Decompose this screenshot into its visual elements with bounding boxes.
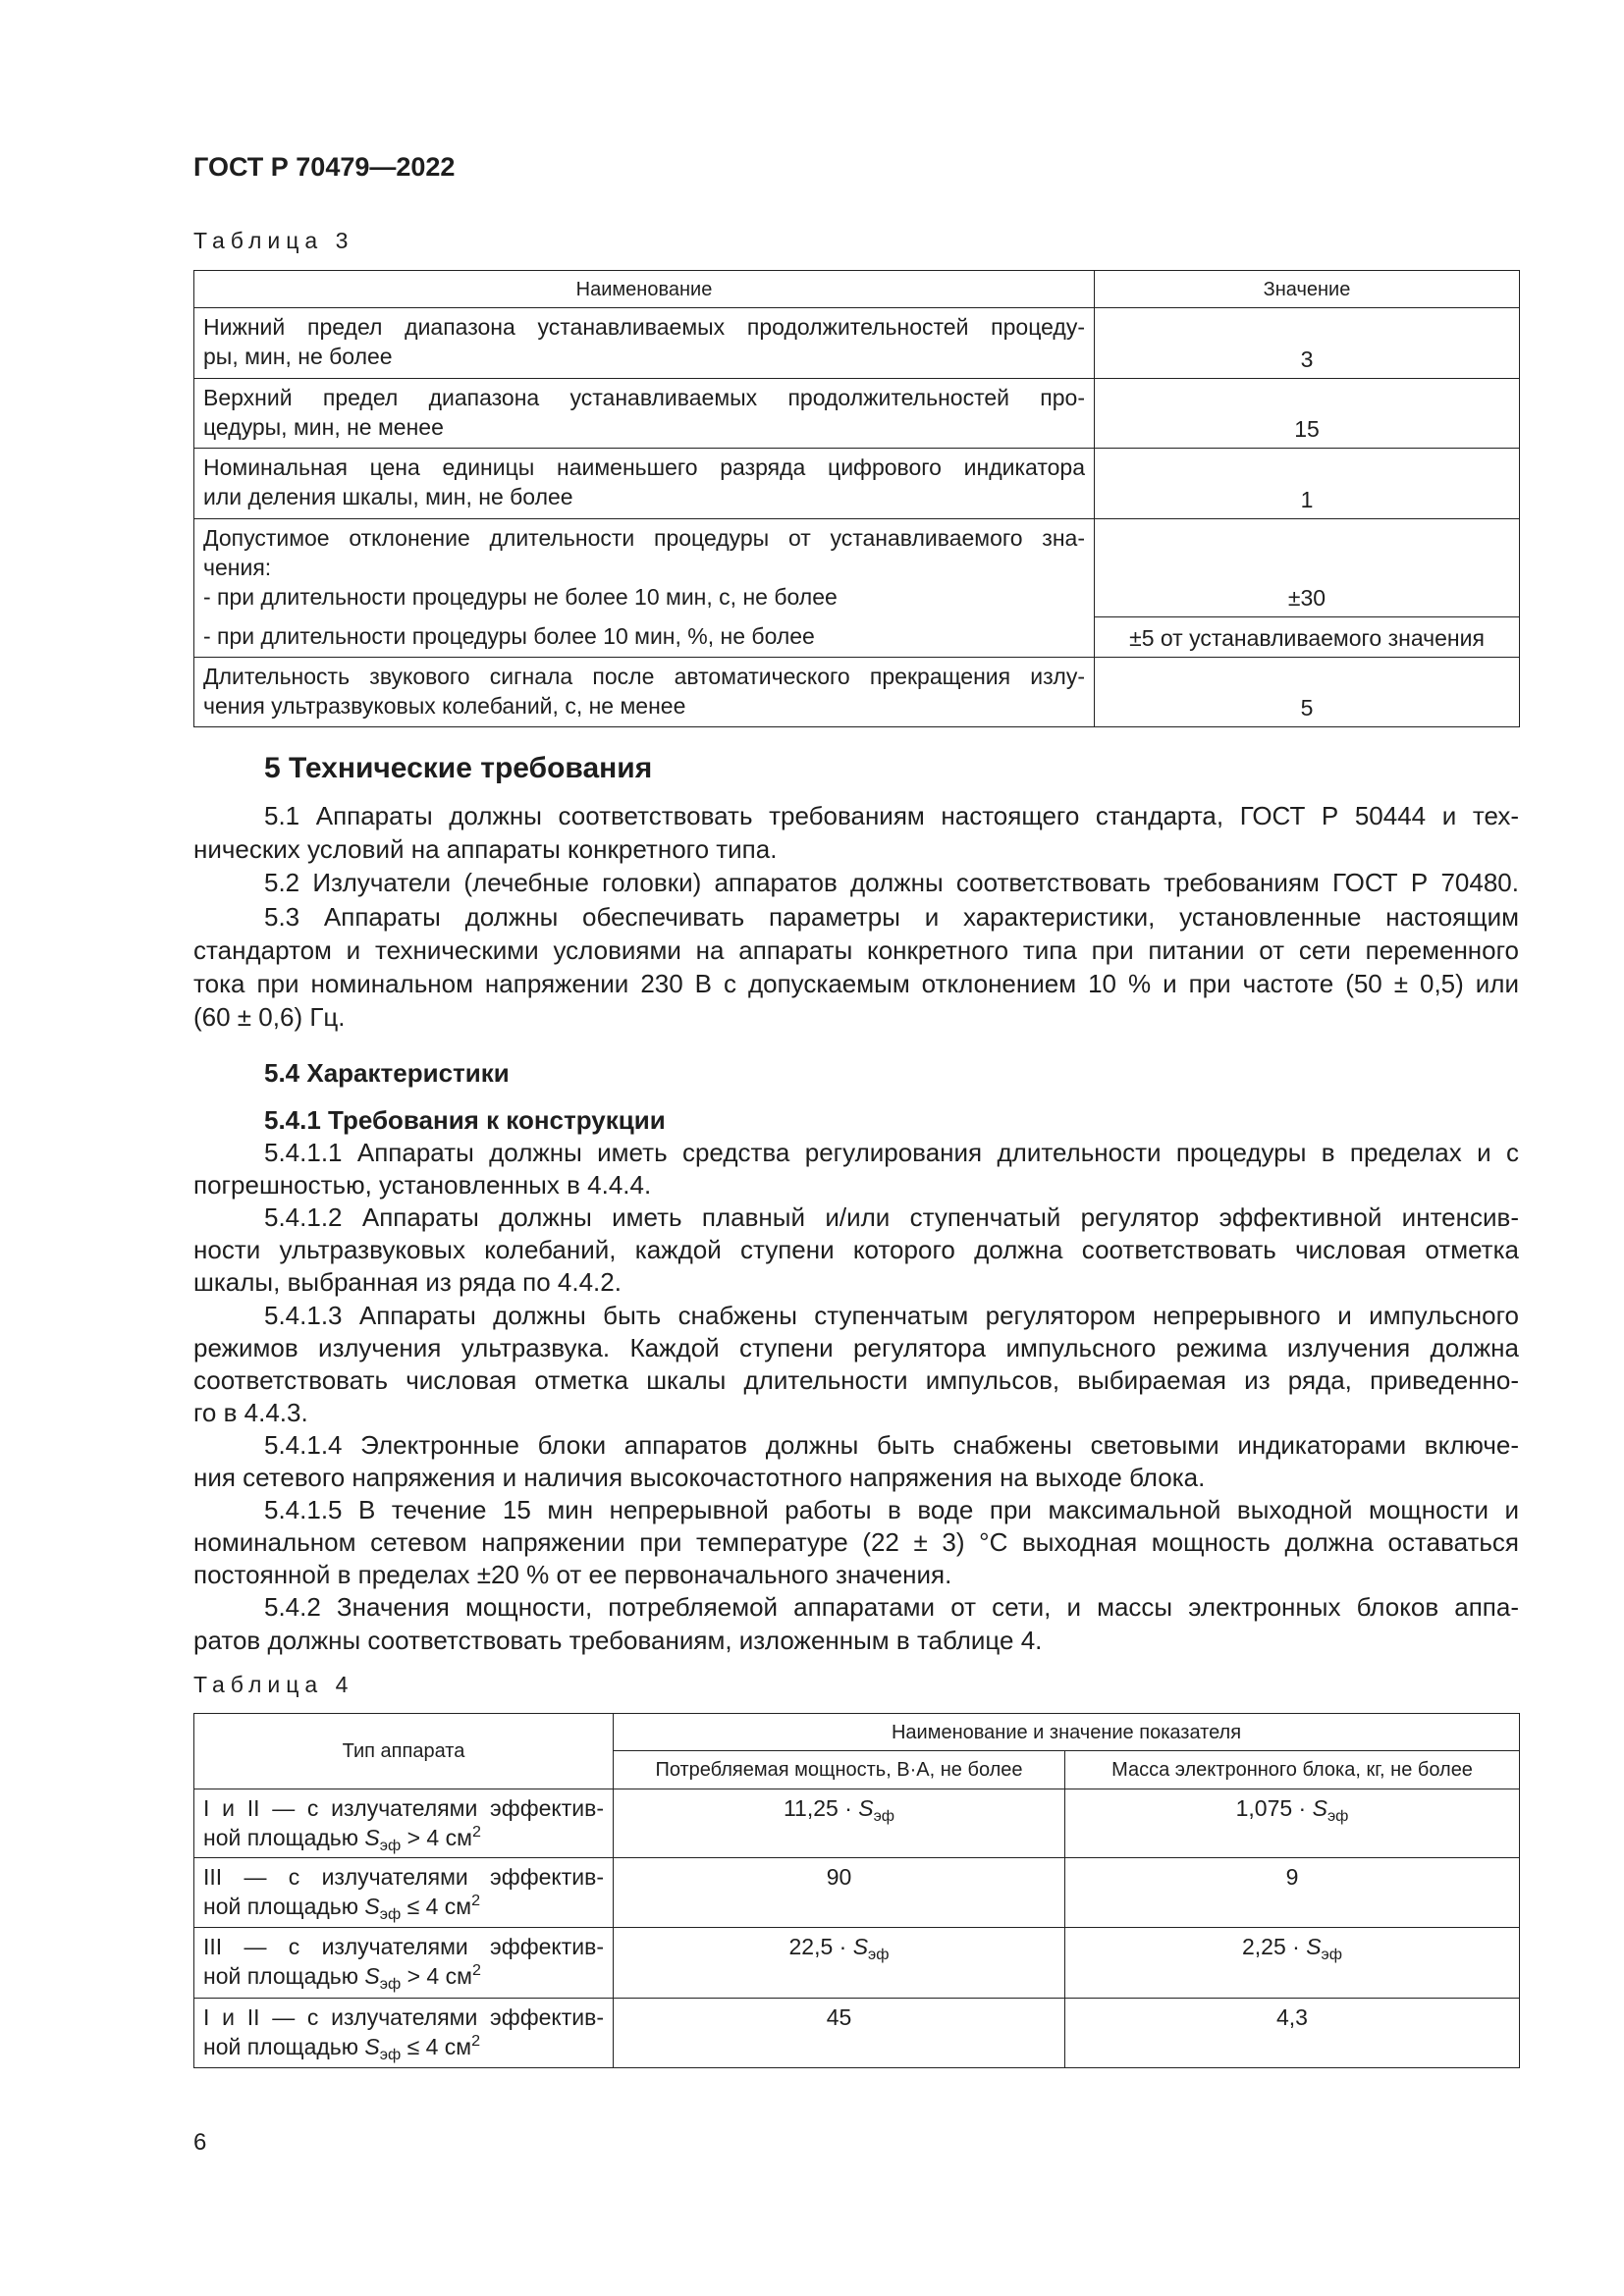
paragraph-line: нических условий на аппараты конкретного типа. [193,834,778,865]
cell-text: ной площадью [203,1894,365,1919]
area-condition [203,1892,604,1924]
area-subscript: эф [379,1837,402,1855]
cell-line: или деления шкалы, мин, не более [203,484,573,509]
paragraph-line: 5.4.1.5 В течение 15 мин непрерывной работы в воде при максимальной выходной мощности и [264,1495,1519,1525]
cell-line: Нижний предел диапазона устанавливаемых продолжительностей процеду- [203,314,1085,340]
area-subscript: эф [868,1946,890,1964]
parameter-name-cell [194,519,1095,617]
column-group-header: Наименование и значение показателя [614,1714,1520,1751]
condition-text: > 4 см [401,1825,472,1850]
parameter-value-cell: 1 [1095,449,1520,519]
cell-line: чения: [203,555,272,580]
paragraph-line: (60 ± 0,6) Гц. [193,1002,346,1033]
subsection-body [193,1104,1519,1657]
column-header-power: Потребляемая мощность, В·А, не более [614,1751,1065,1789]
area-symbol: S [852,1934,869,1959]
paragraph-line: го в 4.4.3. [193,1397,308,1427]
table-row [194,1789,1520,1858]
column-header-device-type: Тип аппарата [194,1714,614,1789]
table-row [194,658,1520,727]
table-row [194,449,1520,519]
area-symbol: S [1312,1795,1327,1821]
power-cell [614,1928,1065,1999]
table3 [193,270,1520,727]
area-symbol: S [1306,1934,1322,1959]
area-symbol: S [364,2034,380,2059]
device-type-cell [194,1789,614,1858]
area-subscript: эф [1321,1946,1342,1964]
parameter-value-cell: 3 [1095,308,1520,379]
cell-line: III — с излучателями эффектив- [203,1864,604,1890]
power-cell [614,1999,1065,2068]
paragraph-line: 5.4.1.2 Аппараты должны иметь плавный и/или ступенчатый регулятор эффективной интенсив- [264,1202,1519,1233]
paragraph-line: 5.4.1.3 Аппараты должны быть снабжены ступенчатым регулятором непрерывного и импульсного [264,1300,1519,1330]
area-symbol: S [858,1795,874,1821]
condition-text: ≤ 4 см [401,1894,472,1919]
column-header-value: Значение [1095,271,1520,308]
area-condition [203,1823,604,1855]
parameter-name-cell [194,658,1095,727]
paragraph-line: шкалы, выбранная из ряда по 4.4.2. [193,1267,622,1298]
area-subscript: эф [873,1807,895,1826]
cell-text: ной площадью [203,2034,365,2059]
table3-header-row [194,271,1520,308]
paragraph-line: тока при номинальном напряжении 230 В с допускаемым отклонением 10 % и при частоте (50 ± 0,5) или [193,969,1519,999]
paragraph-line: погрешностью, установленных в 4.4.4. [193,1170,652,1201]
table3-caption: Таблица 3 [193,228,354,253]
power-cell [614,1858,1065,1928]
table4-caption: Таблица 4 [193,1672,354,1697]
cell-line: чения ультразвуковых колебаний, с, не менее [203,693,686,719]
parameter-value-cell: 5 [1095,658,1520,727]
parameter-value-cell: ±5 от устанавливаемого значения [1095,617,1520,658]
cell-line: I и II — с излучателями эффектив- [203,1795,604,1821]
table4-header-row [194,1714,1520,1751]
parameter-name-cell [194,449,1095,519]
paragraph-line: номинальном сетевом напряжении при температуре (22 ± 3) °С выходная мощность должна оставаться [193,1527,1519,1558]
device-type-cell [194,1928,614,1999]
table-row [194,1928,1520,1999]
paragraph-line: 5.3 Аппараты должны обеспечивать параметры и характеристики, установленные настоящим [264,901,1519,932]
cell-line: - при длительности процедуры более 10 мин, %, не более [203,622,815,649]
table-row [194,379,1520,449]
power-cell [614,1789,1065,1858]
area-condition [203,1961,604,1994]
subsection-heading [193,1056,1519,1090]
mass-cell [1065,1999,1520,2068]
paragraph-line: ния сетевого напряжения и наличия высокочастотного напряжения на выходе блока. [193,1463,1206,1493]
area-subscript: эф [379,1905,402,1924]
section-5-body [193,799,1519,1034]
paragraph-line: 5.2 Излучатели (лечебные головки) аппаратов должны соответствовать требованиям ГОСТ Р 70480. [264,868,1519,898]
paragraph-line: 5.4.1.1 Аппараты должны иметь средства регулирования длительности процедуры в пределах и с [264,1138,1519,1168]
cell-text: ной площадью [203,1963,365,1989]
cell-line: III — с излучателями эффектив- [203,1934,604,1959]
paragraph-line: постоянной в пределах ±20 % от ее первоначального значения. [193,1560,952,1590]
paragraph-line: соответствовать числовая отметка шкалы длительности импульсов, выбираемая из ряда, приведенно- [193,1364,1519,1395]
paragraph-line: 5.4.2 Значения мощности, потребляемой аппаратами от сети, и массы электронных блоков аппа- [264,1592,1519,1623]
parameter-name-cell [194,308,1095,379]
paragraph-line: режимов излучения ультразвука. Каждой ступени регулятора импульсного режима излучения должна [193,1332,1519,1362]
unit-superscript: 2 [471,1961,481,1980]
paragraph-line: 5.1 Аппараты должны соответствовать требованиям настоящего стандарта, ГОСТ Р 50444 и тех- [264,801,1519,830]
table-row [194,519,1520,617]
table4 [193,1713,1520,2068]
area-symbol: S [364,1894,380,1919]
paragraph-line: стандартом и техническими условиями на аппараты конкретного типа при питании от сети переменного [193,934,1519,965]
section-heading: 5 Технические требования [264,752,653,784]
cell-line: цедуры, мин, не менее [203,414,444,440]
coefficient: 11,25 · [783,1795,859,1821]
value: 90 [826,1864,852,1890]
parameter-value-cell: 15 [1095,379,1520,449]
device-type-cell [194,1999,614,2068]
value: 9 [1285,1864,1299,1890]
area-subscript: эф [379,2046,402,2064]
cell-line: ры, мин, не более [203,344,393,369]
cell-text: ной площадью [203,1825,365,1850]
coefficient: 22,5 · [788,1934,853,1959]
coefficient: 2,25 · [1241,1934,1307,1959]
coefficient: 1,075 · [1235,1795,1313,1821]
parameter-name-cell [194,617,1095,658]
cell-line: - при длительности процедуры не более 10 мин, с, не более [203,584,838,610]
column-header-mass: Масса электронного блока, кг, не более [1065,1751,1520,1789]
mass-cell [1065,1789,1520,1858]
paragraph-line: ности ультразвуковых колебаний, каждой ступени которого должна соответствовать числовая отметка [193,1235,1519,1265]
device-type-cell [194,1858,614,1928]
area-condition [203,2032,604,2064]
unit-superscript: 2 [471,1892,481,1910]
parameter-value-cell: ±30 [1095,519,1520,617]
value: 4,3 [1276,2004,1308,2030]
area-symbol: S [364,1825,380,1850]
table-row [194,308,1520,379]
page-number: 6 [193,2129,207,2156]
table-row [194,1858,1520,1928]
unit-superscript: 2 [471,1823,481,1842]
cell-line: Длительность звукового сигнала после автоматического прекращения излу- [203,664,1085,689]
cell-line: Допустимое отклонение длительности процедуры от устанавливаемого зна- [203,525,1085,551]
table-row [194,1999,1520,2068]
table-row [194,617,1520,658]
condition-text: > 4 см [401,1963,472,1989]
unit-superscript: 2 [471,2032,481,2051]
condition-text: ≤ 4 см [401,2034,472,2059]
cell-line: I и II — с излучателями эффектив- [203,2004,604,2030]
value: 45 [826,2004,852,2030]
mass-cell [1065,1858,1520,1928]
area-subscript: эф [1326,1807,1349,1826]
subsection-title: 5.4 Характеристики [264,1058,510,1088]
parameter-name-cell [194,379,1095,449]
document-code: ГОСТ Р 70479—2022 [193,152,456,182]
cell-line: Номинальная цена единицы наименьшего разряда цифрового индикатора [203,454,1085,480]
area-subscript: эф [379,1975,402,1994]
paragraph-line: 5.4.1.4 Электронные блоки аппаратов должны быть снабжены световыми индикаторами включе- [264,1429,1519,1460]
paragraph-line: ратов должны соответствовать требованиям, изложенным в таблице 4. [193,1625,1043,1655]
column-header-name: Наименование [194,271,1095,308]
subsection-title: 5.4.1 Требования к конструкции [264,1105,666,1135]
cell-line: Верхний предел диапазона устанавливаемых продолжительностей про- [203,385,1085,410]
area-symbol: S [364,1963,380,1989]
mass-cell [1065,1928,1520,1999]
